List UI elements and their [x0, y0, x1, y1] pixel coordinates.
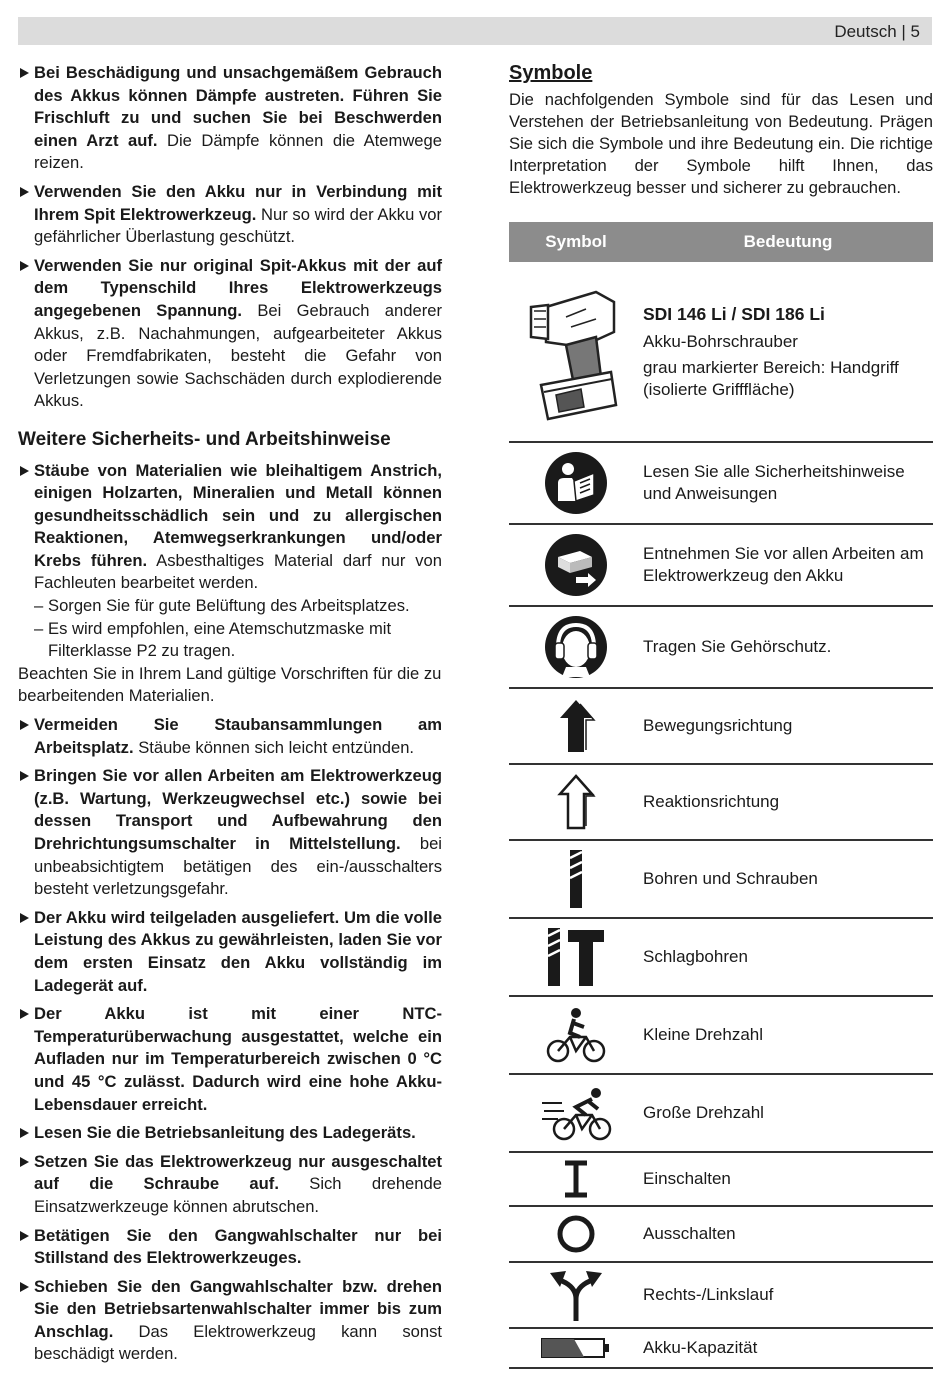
item-bold: Schieben Sie den Gangwahlschalter bzw. drehen Sie den Betriebsartenwahlschalter immer bis zum Anschlag.: [34, 1276, 442, 1341]
item-bold: Bei Beschädigung und unsachgemäßem Gebrauch des Akkus können Dämpfe austreten. Führen Sie Frischluft zu und suchen Sie bei Beschwerden einen Arzt auf.: [34, 63, 442, 150]
cordless-drill-icon: [526, 277, 626, 427]
item-bold: Verwenden Sie nur original Spit-Akkus mit der auf dem Typenschild Ihres Elektrowerkzeugs angegebenen Spannung.: [34, 255, 442, 320]
symbol-cell: [509, 996, 643, 1074]
list-item: [18, 1225, 442, 1270]
item-bold: Stäube von Materialien wie bleihaltigem Anstrich, einigen Holzarten, Mineralien und Metall können gesundheitsschädlich sein und zu allergischen Reaktionen, Atemwegserkrankungen und/oder Krebs führen.: [34, 460, 442, 570]
item-text: Die Dämpfe können die Atemwege reizen.: [34, 130, 442, 173]
meaning-cell: Lesen Sie alle Sicherheitshinweise und Anweisungen: [643, 442, 933, 524]
table-row: [509, 1328, 933, 1368]
item-text: Bei Gebrauch anderer Akkus, z.B. Nachahmungen, aufgearbeiteter Akkus oder Fremdfabrikaten, besteht die Gefahr von Verletzungen sowie Sachschäden durch explodierende Akkus.: [34, 300, 442, 411]
symbols-intro: Die nachfolgenden Symbole sind für das Lesen und Verstehen der Betriebsanleitung von Bedeutung. Prägen Sie sich die Symbole und ihre Bedeutung ein. Die richtige Interpretation der Symbole hilft Ihnen, das Elektrowerkzeug besser und sicherer zu gebrauchen.: [509, 90, 933, 197]
col-symbol-header: Symbol: [509, 222, 643, 262]
grip-note: grau markierter Bereich: Handgriff (isolierte Grifffläche): [643, 357, 899, 399]
table-row: [509, 524, 933, 606]
meaning-cell: Bohren und Schrauben: [643, 840, 933, 918]
list-item: [18, 765, 442, 901]
note-text: Beachten Sie in Ihrem Land gültige Vorschriften für die zu bearbeitenden Materialien.: [18, 663, 442, 706]
dash-item: – Es wird empfohlen, eine Atemschutzmaske mit Filterklasse P2 zu tragen.: [18, 618, 442, 663]
symbol-cell: [509, 1328, 643, 1368]
symbols-title: Symbole: [509, 62, 593, 84]
table-row: [509, 996, 933, 1074]
list-item: [18, 1151, 442, 1219]
page-header-bar: [18, 17, 932, 45]
symbol-cell: [509, 1074, 643, 1152]
table-row: [509, 688, 933, 764]
power-on-icon: [561, 1159, 591, 1199]
section-title: Weitere Sicherheits- und Arbeitshinweise: [18, 428, 391, 450]
item-bold: Lesen Sie die Betriebsanleitung des Ladegeräts.: [34, 1123, 416, 1143]
symbol-cell: [509, 606, 643, 688]
table-row: [509, 764, 933, 840]
list-item: [18, 181, 442, 249]
table-row: [509, 840, 933, 918]
meaning-cell: Einschalten: [643, 1152, 933, 1206]
reaction-arrow-icon: [556, 774, 596, 830]
table-row: [509, 1152, 933, 1206]
symbol-cell: [509, 524, 643, 606]
symbol-cell: [509, 1152, 643, 1206]
remove-battery-icon: [544, 533, 608, 597]
table-row: [509, 1074, 933, 1152]
direction-switch-icon: [548, 1267, 604, 1323]
table-header: [509, 222, 933, 262]
tool-type: Akku-Bohrschrauber: [643, 331, 798, 351]
item-text: Stäube können sich leicht entzünden.: [133, 737, 415, 757]
movement-arrow-icon: [556, 698, 596, 754]
right-column: [509, 62, 933, 1357]
symbols-table: [509, 222, 933, 1369]
drill-bit-icon: [566, 848, 586, 910]
slow-cyclist-icon: [546, 1005, 606, 1065]
table-row: [509, 1262, 933, 1328]
item-bold: Der Akku wird teilgeladen ausgeliefert. Um die volle Leistung des Akkus zu gewährleisten, laden Sie vor dem ersten Einsatz den Akku vollständig im Ladegerät auf.: [34, 907, 442, 995]
item-bold: Verwenden Sie den Akku nur in Verbindung mit Ihrem Spit Elektrowerkzeug.: [34, 181, 442, 224]
list-item: [18, 460, 442, 596]
table-row: [509, 1206, 933, 1262]
meaning-cell: Kleine Drehzahl: [643, 996, 933, 1074]
dash-item: – Sorgen Sie für gute Belüftung des Arbeitsplatzes.: [18, 595, 442, 618]
symbol-cell: [509, 764, 643, 840]
symbol-cell: [509, 1206, 643, 1262]
symbol-cell: [509, 918, 643, 996]
col-meaning-header: Bedeutung: [643, 222, 933, 262]
table-row: [509, 262, 933, 442]
meaning-cell: Reaktionsrichtung: [643, 764, 933, 840]
battery-capacity-icon: [540, 1337, 612, 1359]
symbol-cell: [509, 1262, 643, 1328]
list-item: [18, 1003, 442, 1116]
meaning-cell: Akku-Kapazität: [643, 1328, 933, 1368]
meaning-cell: Ausschalten: [643, 1206, 933, 1262]
meaning-cell: Große Drehzahl: [643, 1074, 933, 1152]
item-text: Nur so wird der Akku vor gefährlicher Überlastung geschützt.: [34, 204, 443, 247]
list-item: [18, 714, 442, 759]
list-item: [18, 907, 442, 997]
left-column: [18, 62, 442, 1372]
power-off-icon: [556, 1214, 596, 1254]
page-header-text: Deutsch | 5: [834, 22, 920, 41]
item-bold: Der Akku ist mit einer NTC-Temperaturüberwachung ausgestattet, welche ein Aufladen nur im Temperaturbereich zwischen 0 °C und 45 °C zulässt. Dadurch wird eine hohe Akku-Lebensdauer erreicht.: [34, 1004, 442, 1114]
symbol-cell: [509, 840, 643, 918]
table-row: [509, 442, 933, 524]
list-item: [18, 1122, 442, 1145]
read-manual-icon: [544, 451, 608, 515]
meaning-cell: Schlagbohren: [643, 918, 933, 996]
meaning-cell: Entnehmen Sie vor allen Arbeiten am Elektrowerkzeug den Akku: [643, 524, 933, 606]
symbol-cell: [509, 442, 643, 524]
item-text: Das Elektrowerkzeug kann sonst beschädigt werden.: [34, 1321, 442, 1364]
symbol-cell: [509, 262, 643, 442]
meaning-cell: Bewegungsrichtung: [643, 688, 933, 764]
item-bold: Setzen Sie das Elektrowerkzeug nur ausgeschaltet auf die Schraube auf.: [34, 1151, 442, 1194]
model-name: SDI 146 Li / SDI 186 Li: [643, 303, 825, 324]
meaning-cell: Tragen Sie Gehörschutz.: [643, 606, 933, 688]
item-text: Asbesthaltiges Material darf nur von Fachleuten bearbeitet werden.: [34, 550, 442, 593]
item-text: Sich drehende Einsatzwerkzeuge können abrutschen.: [34, 1174, 442, 1216]
list-item: [18, 1276, 442, 1366]
list-item: [18, 255, 442, 413]
symbol-cell: [509, 688, 643, 764]
item-bold: Bringen Sie vor allen Arbeiten am Elektrowerkzeug (z.B. Wartung, Werkzeugwechsel etc.) sowie bei dessen Transport und Aufbewahrung den Drehrichtungsumschalter in Mittelstellung.: [34, 766, 442, 853]
hearing-protection-icon: [544, 615, 608, 679]
meaning-cell: [643, 262, 933, 442]
item-bold: Vermeiden Sie Staubansammlungen am Arbeitsplatz.: [34, 715, 442, 757]
fast-cyclist-icon: [540, 1083, 612, 1143]
meaning-cell: Rechts-/Linkslauf: [643, 1262, 933, 1328]
item-text: bei unbeabsichtigtem betätigen des ein-/ausschalters besteht verletzungsgefahr.: [34, 834, 442, 899]
table-row: [509, 606, 933, 688]
hammer-drill-icon: [544, 926, 608, 988]
list-item: [18, 62, 442, 175]
item-bold: Betätigen Sie den Gangwahlschalter nur bei Stillstand des Elektrowerkzeuges.: [34, 1225, 442, 1268]
table-row: [509, 918, 933, 996]
